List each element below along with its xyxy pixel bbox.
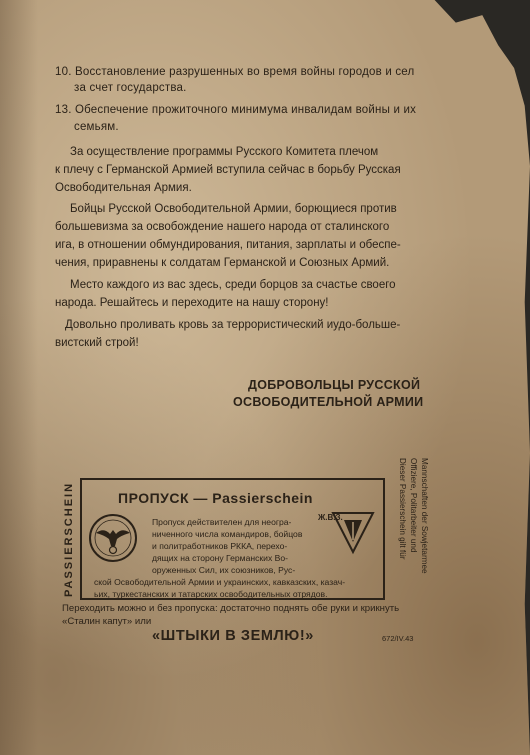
footer-slogan: «ШТЫКИ В ЗЕМЛЮ!» (152, 628, 314, 644)
paragraph-2-line2: большевизма за освобождение нашего народа от сталинского (55, 221, 390, 233)
paragraph-3-line2: народа. Решайтесь и переходите на нашу сторону! (55, 297, 329, 309)
footer-line2: «Сталин капут» или (62, 616, 152, 627)
paragraph-2-line1: Бойцы Русской Освободительной Армии, борющиеся против (70, 203, 397, 215)
pass-body-line2: ниченного числа командиров, бойцов (152, 529, 303, 539)
signature-line2: ОСВОБОДИТЕЛЬНОЙ АРМИИ (233, 395, 424, 409)
pass-body-line3: и политработников РККА, перехо- (152, 541, 288, 551)
paragraph-4-line1: Довольно проливать кровь за террористический иудо-больше- (65, 319, 401, 331)
paragraph-1-line3: Освободительная Армия. (55, 182, 192, 194)
eagle-emblem-icon (88, 513, 138, 563)
paragraph-1-line1: За осуществление программы Русского Комитета плечом (70, 146, 379, 158)
paragraph-2-line3: ига, в отношении обмундирования, питания, зарплаты и обеспе- (55, 239, 401, 251)
point-13-line1: 13. Обеспечение прожиточного минимума инвалидам войны и их (55, 104, 417, 116)
point-10-line1: 10. Восстановление разрушенных во время войны городов и сел (55, 66, 415, 78)
pass-body-line6: ской Освободительной Армии и украинских, кавказских, казач- (94, 577, 346, 587)
pass-title: ПРОПУСК — Passierschein (118, 490, 313, 506)
pass-german-note-line1: Dieser Passierschein gilt für (398, 458, 407, 560)
paragraph-1-line2: к плечу с Германской Армией вступила сейчас в борьбу Русская (55, 164, 401, 176)
point-10-line2: за счет государства. (74, 82, 187, 94)
point-13-line2: семьям. (74, 121, 119, 133)
pass-body-line5: оруженных Сил, их союзников, Рус- (152, 565, 296, 575)
pass-body-line1: Пропуск действителен для неогра- (152, 517, 292, 527)
print-code: 672/IV.43 (382, 634, 414, 643)
pass-german-note-line2: Offiziere, Politarbeiter und (409, 458, 418, 553)
pass-body-line4: дящих на сторону Германских Во- (152, 553, 289, 563)
roa-emblem-text: Ж.В.З. (318, 513, 343, 522)
pass-german-note-line3: Mannschaften der Sowjetarmee (420, 458, 429, 574)
pass-body-line7: ьих, туркестанских и татарских освободительных отрядов. (94, 589, 328, 599)
signature-line1: ДОБРОВОЛЬЦЫ РУССКОЙ (248, 378, 421, 392)
paragraph-3-line1: Место каждого из вас здесь, среди борцов за счастье своего (70, 279, 396, 291)
footer-line1: Переходить можно и без пропуска: достаточно поднять обе руки и крикнуть (62, 603, 400, 614)
paragraph-4-line2: вистский строй! (55, 337, 139, 349)
pass-side-label: PASSIERSCHEIN (63, 481, 75, 597)
paper-stain (0, 0, 38, 755)
paragraph-2-line4: чения, приравнены к солдатам Германской и Союзных Армий. (55, 257, 390, 269)
